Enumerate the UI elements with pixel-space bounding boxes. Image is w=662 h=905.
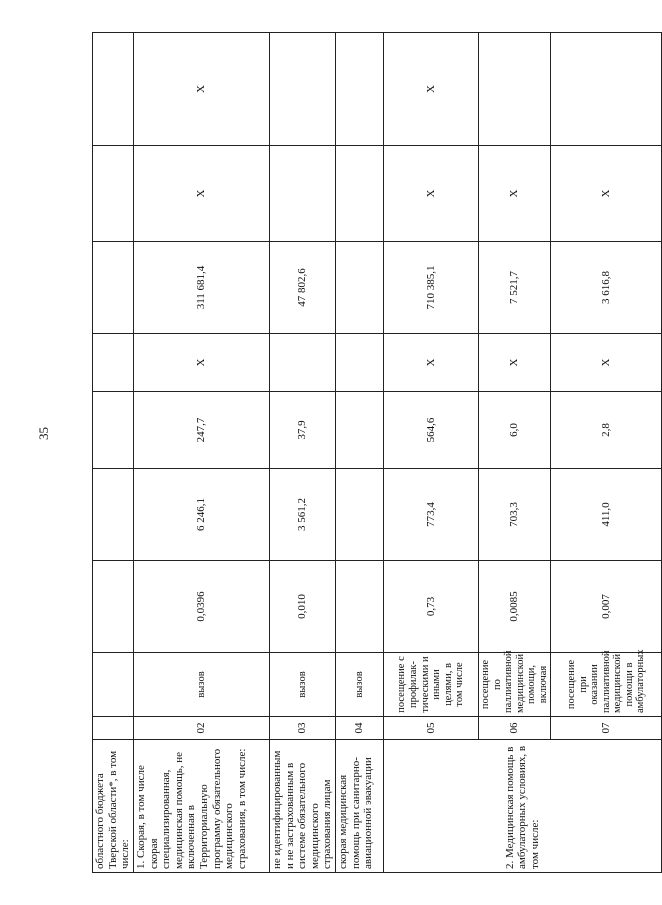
x-cell: X <box>479 334 551 392</box>
norm-cell: 0,0396 <box>133 561 269 653</box>
section-name-cell: 2. Медицинская помощь в амбулаторных условиях, в том числе: <box>384 740 662 873</box>
empty-cell <box>93 653 134 717</box>
norm-cell: 0,007 <box>551 561 662 653</box>
unit-cell: посещение с профилак-тическими и иными целями, в том числе <box>384 653 479 717</box>
empty-cell <box>93 717 134 740</box>
unit-cell: вызов <box>269 653 335 717</box>
total-cell <box>336 242 384 334</box>
cost-cell: 411,0 <box>551 469 662 561</box>
table-row <box>336 33 384 873</box>
x-cell <box>551 33 662 146</box>
per-capita-cell: 564,6 <box>384 392 479 469</box>
norm-cell: 0,73 <box>384 561 479 653</box>
x-cell <box>336 146 384 242</box>
x-cell: X <box>133 334 269 392</box>
unit-cell: вызов <box>133 653 269 717</box>
cost-cell: 3 561,2 <box>269 469 335 561</box>
total-cell: 710 385,1 <box>384 242 479 334</box>
page-number: 35 <box>36 427 51 440</box>
norm-cell: 0,0085 <box>479 561 551 653</box>
row-code-cell: 04 <box>336 717 384 740</box>
norm-cell: 0,010 <box>269 561 335 653</box>
x-cell: X <box>384 33 479 146</box>
x-cell <box>336 33 384 146</box>
cost-cell: 703,3 <box>479 469 551 561</box>
row-code-cell: 03 <box>269 717 335 740</box>
unit-cell: посещение при оказании паллиативной медицинской помощи в амбулаторных <box>551 653 662 717</box>
table-row <box>133 33 269 873</box>
x-cell: X <box>133 146 269 242</box>
x-cell <box>479 33 551 146</box>
per-capita-cell: 2,8 <box>551 392 662 469</box>
total-cell: 311 681,4 <box>133 242 269 334</box>
row-code-cell: 07 <box>551 717 662 740</box>
row-code-cell: 02 <box>133 717 269 740</box>
table-row <box>384 33 479 873</box>
empty-cell <box>93 146 134 242</box>
cost-cell: 6 246,1 <box>133 469 269 561</box>
per-capita-cell <box>336 392 384 469</box>
empty-cell <box>93 392 134 469</box>
x-cell: X <box>384 334 479 392</box>
total-cell: 3 616,8 <box>551 242 662 334</box>
empty-cell <box>93 469 134 561</box>
per-capita-cell: 247,7 <box>133 392 269 469</box>
x-cell <box>336 334 384 392</box>
x-cell: X <box>551 334 662 392</box>
x-cell: X <box>479 146 551 242</box>
empty-cell <box>93 242 134 334</box>
x-cell: X <box>384 146 479 242</box>
x-cell <box>269 146 335 242</box>
x-cell: X <box>133 33 269 146</box>
row-name-cell: областного бюджета Тверской области*, в том числе: <box>93 740 134 873</box>
x-cell: X <box>551 146 662 242</box>
empty-cell <box>93 334 134 392</box>
row-code-cell: 05 <box>384 717 479 740</box>
cost-cell <box>336 469 384 561</box>
row-code-cell: 06 <box>479 717 551 740</box>
per-capita-cell: 37,9 <box>269 392 335 469</box>
x-cell <box>269 334 335 392</box>
row-name-cell: скорая медицинская помощь при санитарно-авиационной эвакуации <box>336 740 384 873</box>
empty-cell <box>93 33 134 146</box>
unit-cell: посещение по паллиативной медицинской помощи, включая <box>479 653 551 717</box>
total-cell: 47 802,6 <box>269 242 335 334</box>
table-row <box>93 33 134 873</box>
row-name-cell: 1. Скорая, в том числе скорая специализированная, медицинская помощь, не включенная в Территориальную программу обязательного медицинского страхования, в том числе: <box>133 740 269 873</box>
x-cell <box>269 33 335 146</box>
cost-cell: 773,4 <box>384 469 479 561</box>
total-cell: 7 521,7 <box>479 242 551 334</box>
row-name-cell: не идентифицированным и не застрахованным в системе обязательного медицинского страхования лицам <box>269 740 335 873</box>
unit-cell: вызов <box>336 653 384 717</box>
norm-cell <box>336 561 384 653</box>
financing-table <box>92 32 662 873</box>
table-row <box>269 33 335 873</box>
per-capita-cell: 6,0 <box>479 392 551 469</box>
empty-cell <box>93 561 134 653</box>
rotated-table-container <box>92 33 647 873</box>
